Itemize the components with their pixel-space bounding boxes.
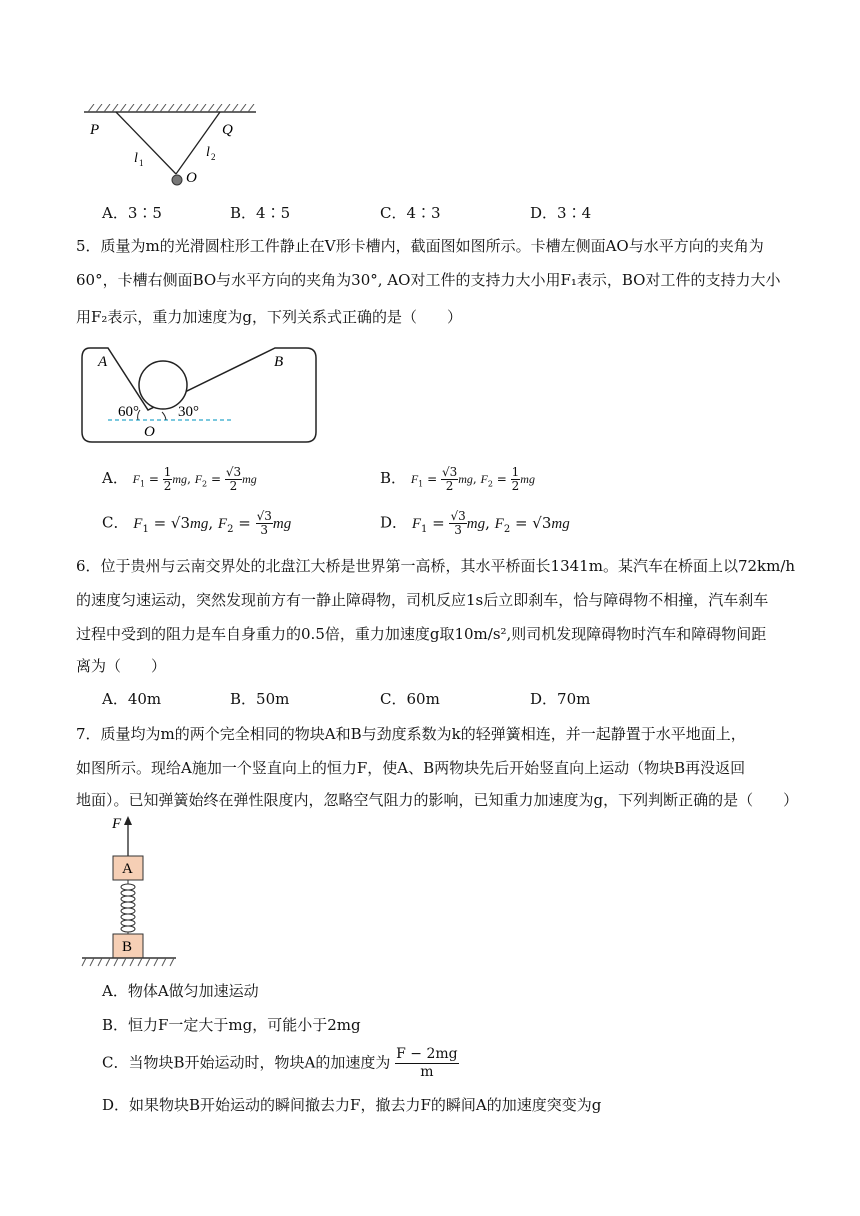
q6-option-d[interactable]: D．70m	[530, 690, 591, 708]
q5-stem-line3: 用F₂表示，重力加速度为g，下列关系式正确的是（ ）	[76, 308, 463, 326]
q5-option-a[interactable]: A． $F_1$ = $\frac{1}{2}$ mg, $F_2$ = $\frac{√3}{2}$ mg	[102, 465, 257, 493]
q4-figure	[80, 104, 260, 194]
q7-c-numerator: F − 2mg	[396, 1046, 458, 1062]
q5-option-d[interactable]: D． $F_1$ = $\frac{√3}{3}$ mg, $F_2 = √3mg$	[380, 509, 570, 537]
q6-option-a[interactable]: A．40m	[102, 690, 162, 708]
q6-option-c[interactable]: C．60m	[380, 690, 440, 708]
q7-stem-line1: 7．质量均为m的两个完全相同的物块A和B与劲度系数为k的轻弹簧相连，并一起静置于水平地面上，	[76, 725, 746, 743]
q7-stem-line3: 地面）。已知弹簧始终在弹性限度内，忽略空气阻力的影响，已知重力加速度为g，下列判断正确的是（ ）	[76, 791, 799, 809]
q4-option-c[interactable]: C．4∶3	[380, 204, 441, 222]
svg-text:B: B	[122, 939, 133, 955]
q6-stem-line4: 离为（ ）	[76, 657, 167, 675]
q5-option-b[interactable]: B． $F_1$ = $\frac{√3}{2}$ mg, $F_2$ = $\frac{1}{2}$ mg	[380, 465, 535, 493]
svg-text:O: O	[144, 424, 155, 440]
svg-text:A: A	[98, 354, 108, 370]
q6-stem-line2: 的速度匀速运动，突然发现前方有一静止障碍物，司机反应1s后立即刹车，恰与障碍物不相撞，汽车刹车	[76, 591, 769, 609]
q7-figure	[80, 812, 180, 972]
svg-text:l: l	[134, 151, 138, 166]
q7-option-b[interactable]: B．恒力F一定大于mg，可能小于2mg	[102, 1016, 361, 1034]
svg-text:F: F	[112, 816, 122, 832]
svg-text:B: B	[274, 354, 284, 370]
q4-option-a[interactable]: A．3∶5	[102, 204, 162, 222]
q5-option-c[interactable]: C． $F_1 = √3mg$, $F_2$ = $\frac{√3}{3}$ mg	[102, 509, 292, 537]
q6-option-b[interactable]: B．50m	[230, 690, 290, 708]
q5-stem-line1: 5．质量为m的光滑圆柱形工件静止在V形卡槽内，截面图如图所示。卡槽左侧面AO与水平方向的夹角为	[76, 237, 764, 255]
ball	[172, 175, 182, 185]
q7-option-d[interactable]: D．如果物块B开始运动的瞬间撤去力F，撤去力F的瞬间A的加速度突变为g	[102, 1096, 602, 1114]
q7-stem-line2: 如图所示。现给A施加一个竖直向上的恒力F，使A、B两物块先后开始竖直向上运动（物块B再没返回	[76, 759, 746, 777]
q7-option-a[interactable]: A．物体A做匀加速运动	[102, 982, 259, 1000]
svg-text:P: P	[90, 122, 100, 138]
q7-c-denominator: m	[420, 1064, 434, 1080]
svg-text:A: A	[122, 861, 133, 877]
spring	[121, 880, 135, 934]
q4-option-d[interactable]: D．3∶4	[530, 204, 592, 222]
rope-l2	[176, 112, 220, 174]
q7-option-c[interactable]: C．当物块B开始运动时，物块A的加速度为 $\frac{F - 2mg}{m}$	[102, 1046, 458, 1080]
rope-l1	[116, 112, 176, 174]
q6-stem-line1: 6．位于贵州与云南交界处的北盘江大桥是世界第一高桥，其水平桥面长1341m。某汽车在桥面上以72km/h	[76, 557, 796, 575]
svg-text:2: 2	[211, 152, 216, 162]
svg-text:30°: 30°	[178, 404, 199, 420]
svg-text:O: O	[186, 170, 197, 186]
q5-stem-line2: 60°，卡槽右侧面BO与水平方向的夹角为30°, AO对工件的支持力大小用F₁表示，BO对工件的支持力大小	[76, 271, 781, 289]
svg-text:l: l	[206, 145, 210, 160]
svg-text:1: 1	[139, 158, 144, 168]
svg-text:60°: 60°	[118, 404, 139, 420]
svg-text:Q: Q	[222, 122, 233, 138]
q6-stem-line3: 过程中受到的阻力是车自身重力的0.5倍，重力加速度g取10m/s²,则司机发现障碍物时汽车和障碍物间距	[76, 625, 767, 643]
q5-figure	[80, 344, 320, 444]
q4-option-b[interactable]: B．4∶5	[230, 204, 291, 222]
cylinder	[139, 361, 187, 409]
